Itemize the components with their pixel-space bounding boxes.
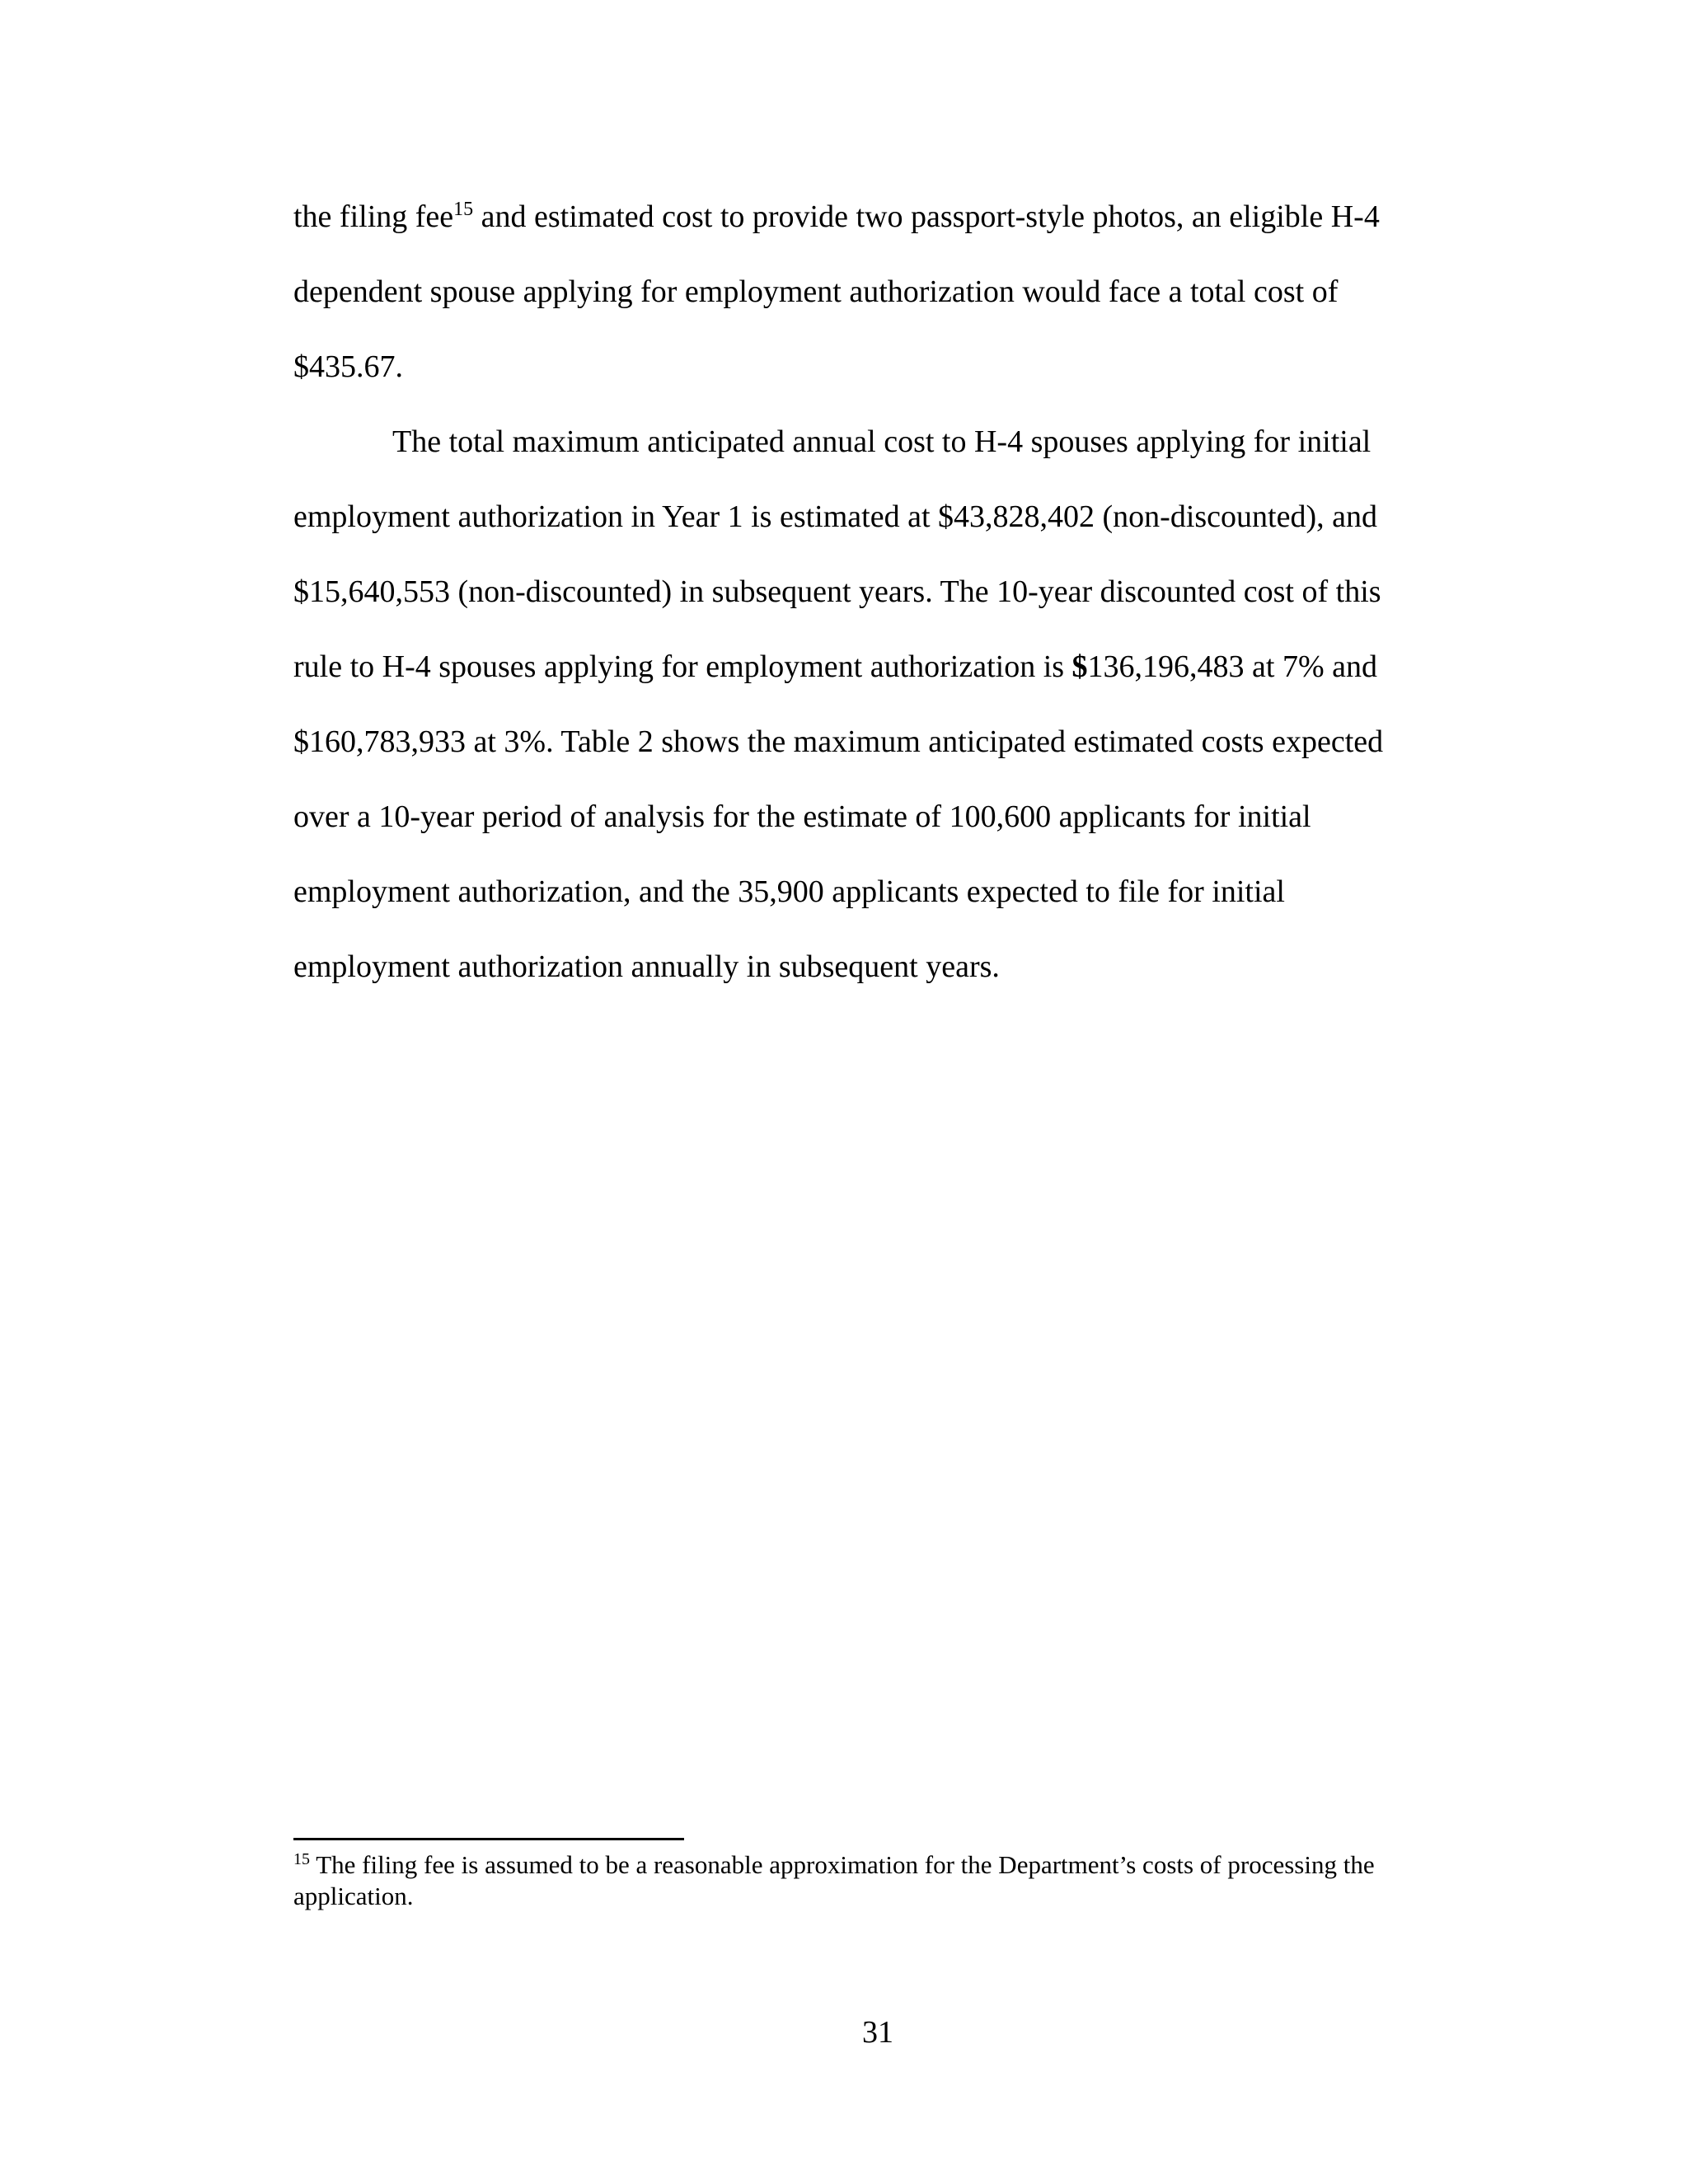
footnote-line-2: application. xyxy=(293,1882,414,1910)
text-span: the filing fee xyxy=(293,199,454,234)
text-span: 136,196,483 at 7% and xyxy=(1087,649,1377,684)
paragraph-2-line-4 xyxy=(293,631,1447,706)
body-text xyxy=(293,181,1447,1006)
bold-dollar-sign: $ xyxy=(1071,649,1088,684)
footnote-line-1 xyxy=(293,1849,1447,1881)
footnote-separator xyxy=(293,1838,684,1840)
paragraph-2-line-3: $15,640,553 (non-discounted) in subsequent years. The 10-year discounted cost of this xyxy=(293,574,1381,609)
paragraph-2-line-8: employment authorization annually in subsequent years. xyxy=(293,949,1000,984)
footnote xyxy=(293,1849,1447,1912)
paragraph-1-line-1 xyxy=(293,181,1447,256)
paragraph-1-line-3: $435.67. xyxy=(293,349,403,384)
paragraph-1-line-2: dependent spouse applying for employment authorization would face a total cost of xyxy=(293,274,1339,309)
paragraph-2-line-5: $160,783,933 at 3%. Table 2 shows the maximum anticipated estimated costs expected xyxy=(293,724,1384,759)
text-span: rule to H-4 spouses applying for employment authorization is xyxy=(293,649,1072,684)
paragraph-2-line-2: employment authorization in Year 1 is estimated at $43,828,402 (non-discounted), and xyxy=(293,499,1377,534)
paragraph-2-line-1: The total maximum anticipated annual cost to H-4 spouses applying for initial xyxy=(392,424,1372,459)
paragraph-2-line-7: employment authorization, and the 35,900 applicants expected to file for initial xyxy=(293,874,1285,909)
footnote-text: The filing fee is assumed to be a reasonable approximation for the Department’s costs of processing the xyxy=(310,1850,1375,1879)
footnote-reference[interactable]: 15 xyxy=(453,199,474,220)
text-span: and estimated cost to provide two passport-style photos, an eligible H-4 xyxy=(473,199,1380,234)
paragraph-2-line-6: over a 10-year period of analysis for the estimate of 100,600 applicants for initial xyxy=(293,799,1311,834)
page-number: 31 xyxy=(862,2015,893,2050)
footnote-number: 15 xyxy=(293,1850,310,1868)
